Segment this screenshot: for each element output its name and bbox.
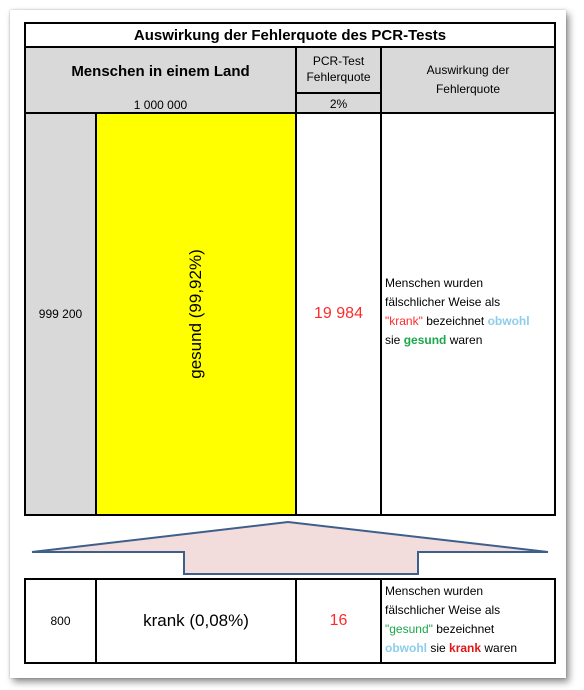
healthy-desc-sie: sie [385,333,404,347]
error-rate-value: 2% [329,97,348,111]
healthy-desc-line4 [385,331,554,350]
test-header [295,46,382,114]
sick-desc-mid: bezeichnet [432,622,495,636]
sick-description [380,578,556,664]
healthy-label: gesund (99,92%) [186,249,205,379]
infographic-card [10,10,566,678]
healthy-desc-line2: fälschlicher Weise als [385,295,501,309]
healthy-desc-line1: Menschen wurden [385,276,484,290]
healthy-bar [95,112,297,516]
obwohl-word: obwohl [487,314,530,328]
test-header-divider [297,92,380,94]
false-positive-count: 19 984 [295,112,382,516]
quoted-krank: "krank" [385,314,423,328]
sick-count: 800 [24,578,97,664]
healthy-desc-waren: waren [446,333,483,347]
sick-desc-line3 [385,620,554,639]
sick-desc-waren: waren [481,641,518,655]
healthy-desc-mid: bezeichnet [422,314,488,328]
healthy-count: 999 200 [24,112,97,516]
krank-word: krank [449,641,482,655]
healthy-description [380,112,556,516]
test-label-line1: PCR-Test [312,54,365,68]
sick-label: krank (0,08%) [95,578,297,664]
obwohl-word-2: obwohl [385,641,427,655]
healthy-desc-line3 [385,312,554,331]
gesund-word: gesund [403,333,447,347]
sick-desc-line2: fälschlicher Weise als [385,603,501,617]
test-label-line2: Fehlerquote [306,70,371,84]
sick-desc-sie: sie [427,641,450,655]
up-arrow-icon [24,518,556,576]
population-label: Menschen in einem Land [71,62,250,80]
quoted-gesund: "gesund" [385,622,433,636]
population-header [24,46,297,114]
population-value: 1 000 000 [133,98,188,112]
false-negative-count: 16 [295,578,382,664]
page-title: Auswirkung der Fehlerquote des PCR-Tests [24,22,556,48]
sick-desc-line1: Menschen wurden [385,584,484,598]
impact-header: Auswirkung der Fehlerquote [380,46,556,114]
sick-desc-line4 [385,639,554,658]
